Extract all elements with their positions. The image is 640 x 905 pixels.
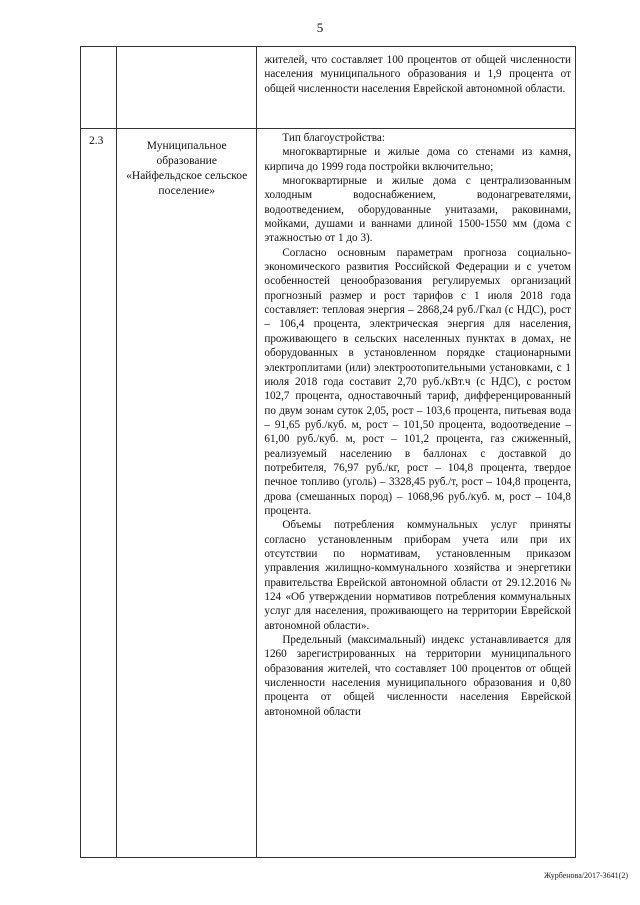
entity-cell — [117, 47, 257, 129]
municipality-name-line: поселение» — [158, 185, 215, 197]
table-row-continuation — [81, 47, 576, 129]
page-number: 5 — [316, 20, 324, 35]
description-cell — [257, 129, 576, 858]
index-limit-paragraph: Предельный (максимальный) индекс устанавливается для 1260 зарегистрированных на территории муниципального образования жителей, что составляет 100 процентов от общей численности населения муниципального образования и 0,80 процента от общей численности населения Еврейской автономной области — [264, 634, 571, 718]
municipality-name-line: Муниципальное — [146, 140, 227, 152]
consumption-volume-paragraph: Объемы потребления коммунальных услуг приняты согласно установленным приборам учета или при их отсутствии по нормативам, установленным приказом управления жилищно-коммунального хозяйства и энергетики правительства Еврейской автономной области от 29.12.2016 № 124 «Об утверждении нормативов потребления коммунальных услуг для населения, проживающего на территории Еврейской автономной области». — [264, 519, 571, 632]
tariff-forecast-paragraph: Согласно основным параметрам прогноза социально-экономического развития Российской Федерации и с учетом особенностей ценообразования регулируемых организаций прогнозный размер и рост тарифов с 1 июля 2018 года составляет: тепловая энергия – 2868,24 руб./Гкал (с НДС), рост – 106,4 процента, электрическая энергия для населения, проживающего в сельских населенных пунктах в домах, не оборудованных в установленном порядке стационарными электроплитами (или) электроотопительными установками, с 1 июля 2018 года составит 2,70 руб./кВт.ч (с НДС), с ростом 102,7 процента, одноставочный тариф, дифференцированный по двум зонам суток 2,05, рост – 103,6 процента, питьевая вода – 91,65 руб./куб. м, рост – 101,50 процента, водоотведение – 61,00 руб./куб. м, рост – 101,2 процента, газ сжиженный, реализуемый населению в баллонах с доставкой до потребителя, 76,97 руб./кг, рост – 104,8 процента, твердое печное топливо (уголь) – 3328,45 руб./т, рост – 104,8 процента, дрова (смешанных пород) – 1068,96 руб./куб. м, рост – 104,8 процента. — [264, 246, 571, 517]
table-row-2-3 — [81, 129, 576, 858]
improvement-type-heading: Тип благоустройства: — [282, 132, 385, 144]
municipality-name-line: образование — [156, 155, 217, 167]
row-number: 2.3 — [81, 129, 117, 858]
row-number-cell — [81, 47, 117, 129]
municipality-name — [117, 129, 257, 858]
improvement-type-paragraph: многоквартирные и жилые дома с централизованным холодным водоснабжением, водонагревателями, водоотведением, оборудованные унитазами, раковинами, мойками, душами и ваннами длиной 1500-1550 мм (дома с этажностью от 1 до 3). — [264, 175, 571, 245]
document-code: Журбенова/2017-3641(2) — [543, 871, 628, 880]
municipality-name-line: «Найфельдское сельское — [126, 170, 248, 182]
improvement-type-paragraph: многоквартирные и жилые дома со стенами из камня, кирпича до 1999 года постройки включительно; — [264, 146, 571, 173]
continuation-paragraph: жителей, что составляет 100 процентов от общей численности населения муниципального образования и 1,9 процента от общей численности населения Еврейской автономной области. — [264, 54, 571, 95]
tariff-table — [80, 46, 576, 858]
description-cell — [257, 47, 576, 129]
